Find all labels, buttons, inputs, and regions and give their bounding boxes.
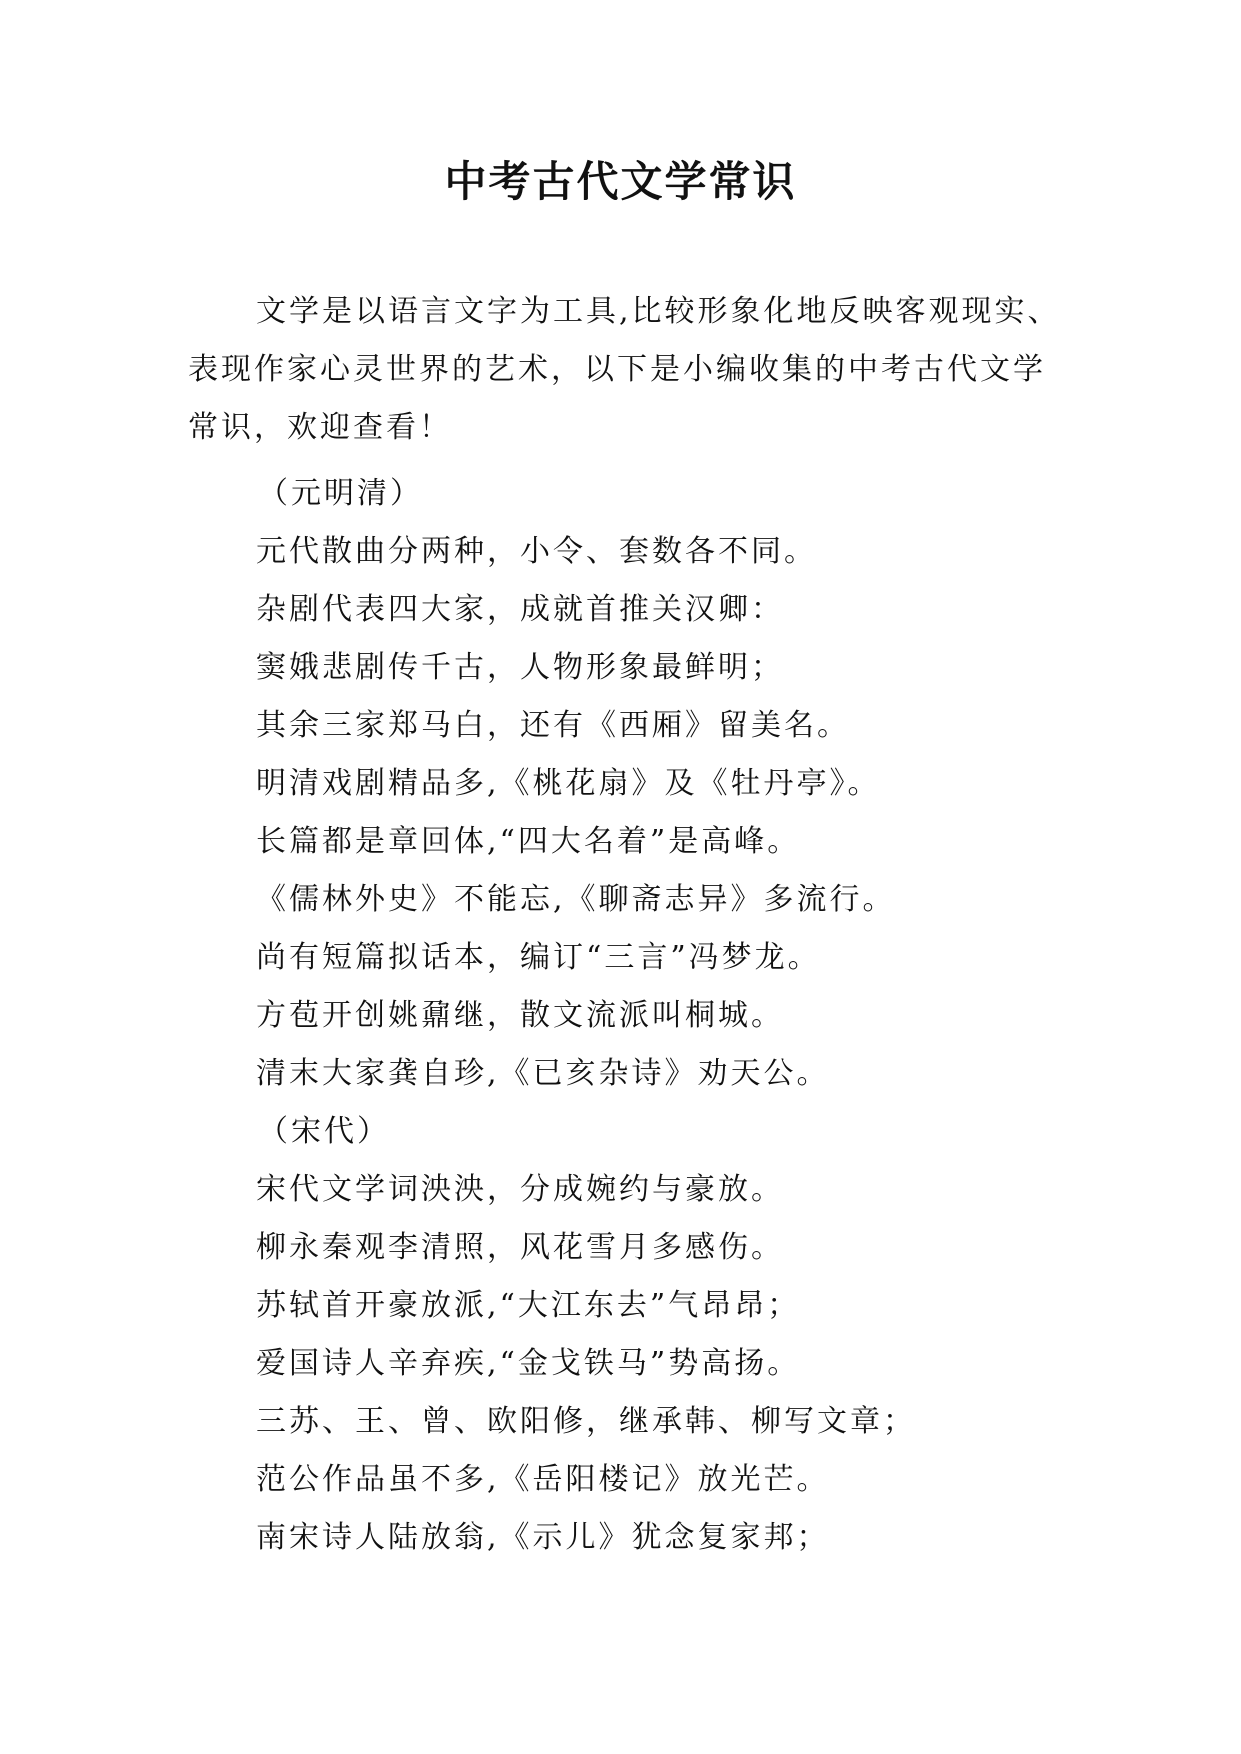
verse-line: 长篇都是章回体,“四大名着”是高峰。 <box>256 824 801 859</box>
verse-line: 其余三家郑马白，还有《西厢》留美名。 <box>256 708 850 743</box>
verse-line: 窦娥悲剧传千古，人物形象最鲜明； <box>256 650 784 685</box>
verse-line: 南宋诗人陆放翁,《示儿》犹念复家邦； <box>256 1520 830 1555</box>
verse-line: 范公作品虽不多,《岳阳楼记》放光芒。 <box>256 1462 830 1497</box>
intro-paragraph: 文学是以语言文字为工具,比较形象化地反映客观现实、表现作家心灵世界的艺术，以下是小编收集的中考古代文学常识，欢迎查看！ <box>188 294 1061 445</box>
section-heading-yuan-ming-qing: （元明清） <box>258 476 423 511</box>
verse-line: 苏轼首开豪放派,“大江东去”气昂昂； <box>256 1288 801 1323</box>
verse-line: 爱国诗人辛弃疾,“金戈铁马”势高扬。 <box>256 1346 801 1381</box>
verse-line: 三苏、王、曾、欧阳修，继承韩、柳写文章； <box>256 1404 916 1439</box>
verse-line: 清末大家龚自珍,《已亥杂诗》劝天公。 <box>256 1056 830 1091</box>
verse-line: 尚有短篇拟话本，编订“三言”冯梦龙。 <box>256 940 821 975</box>
verse-line: 宋代文学词泱泱，分成婉约与豪放。 <box>256 1172 784 1207</box>
verse-line: 元代散曲分两种，小令、套数各不同。 <box>256 534 817 569</box>
document-title: 中考古代文学常识 <box>444 157 797 206</box>
verse-line: 明清戏剧精品多,《桃花扇》及《牡丹亭》。 <box>256 766 881 801</box>
verse-list <box>256 465 1136 1567</box>
verse-line: 柳永秦观李清照，风花雪月多感伤。 <box>256 1230 784 1265</box>
section-heading-song: （宋代） <box>258 1114 390 1149</box>
verse-line: 《儒林外史》不能忘,《聊斋志异》多流行。 <box>256 882 896 917</box>
verse-line: 方苞开创姚鼐继，散文流派叫桐城。 <box>256 998 784 1033</box>
verse-line: 杂剧代表四大家，成就首推关汉卿： <box>256 592 784 627</box>
